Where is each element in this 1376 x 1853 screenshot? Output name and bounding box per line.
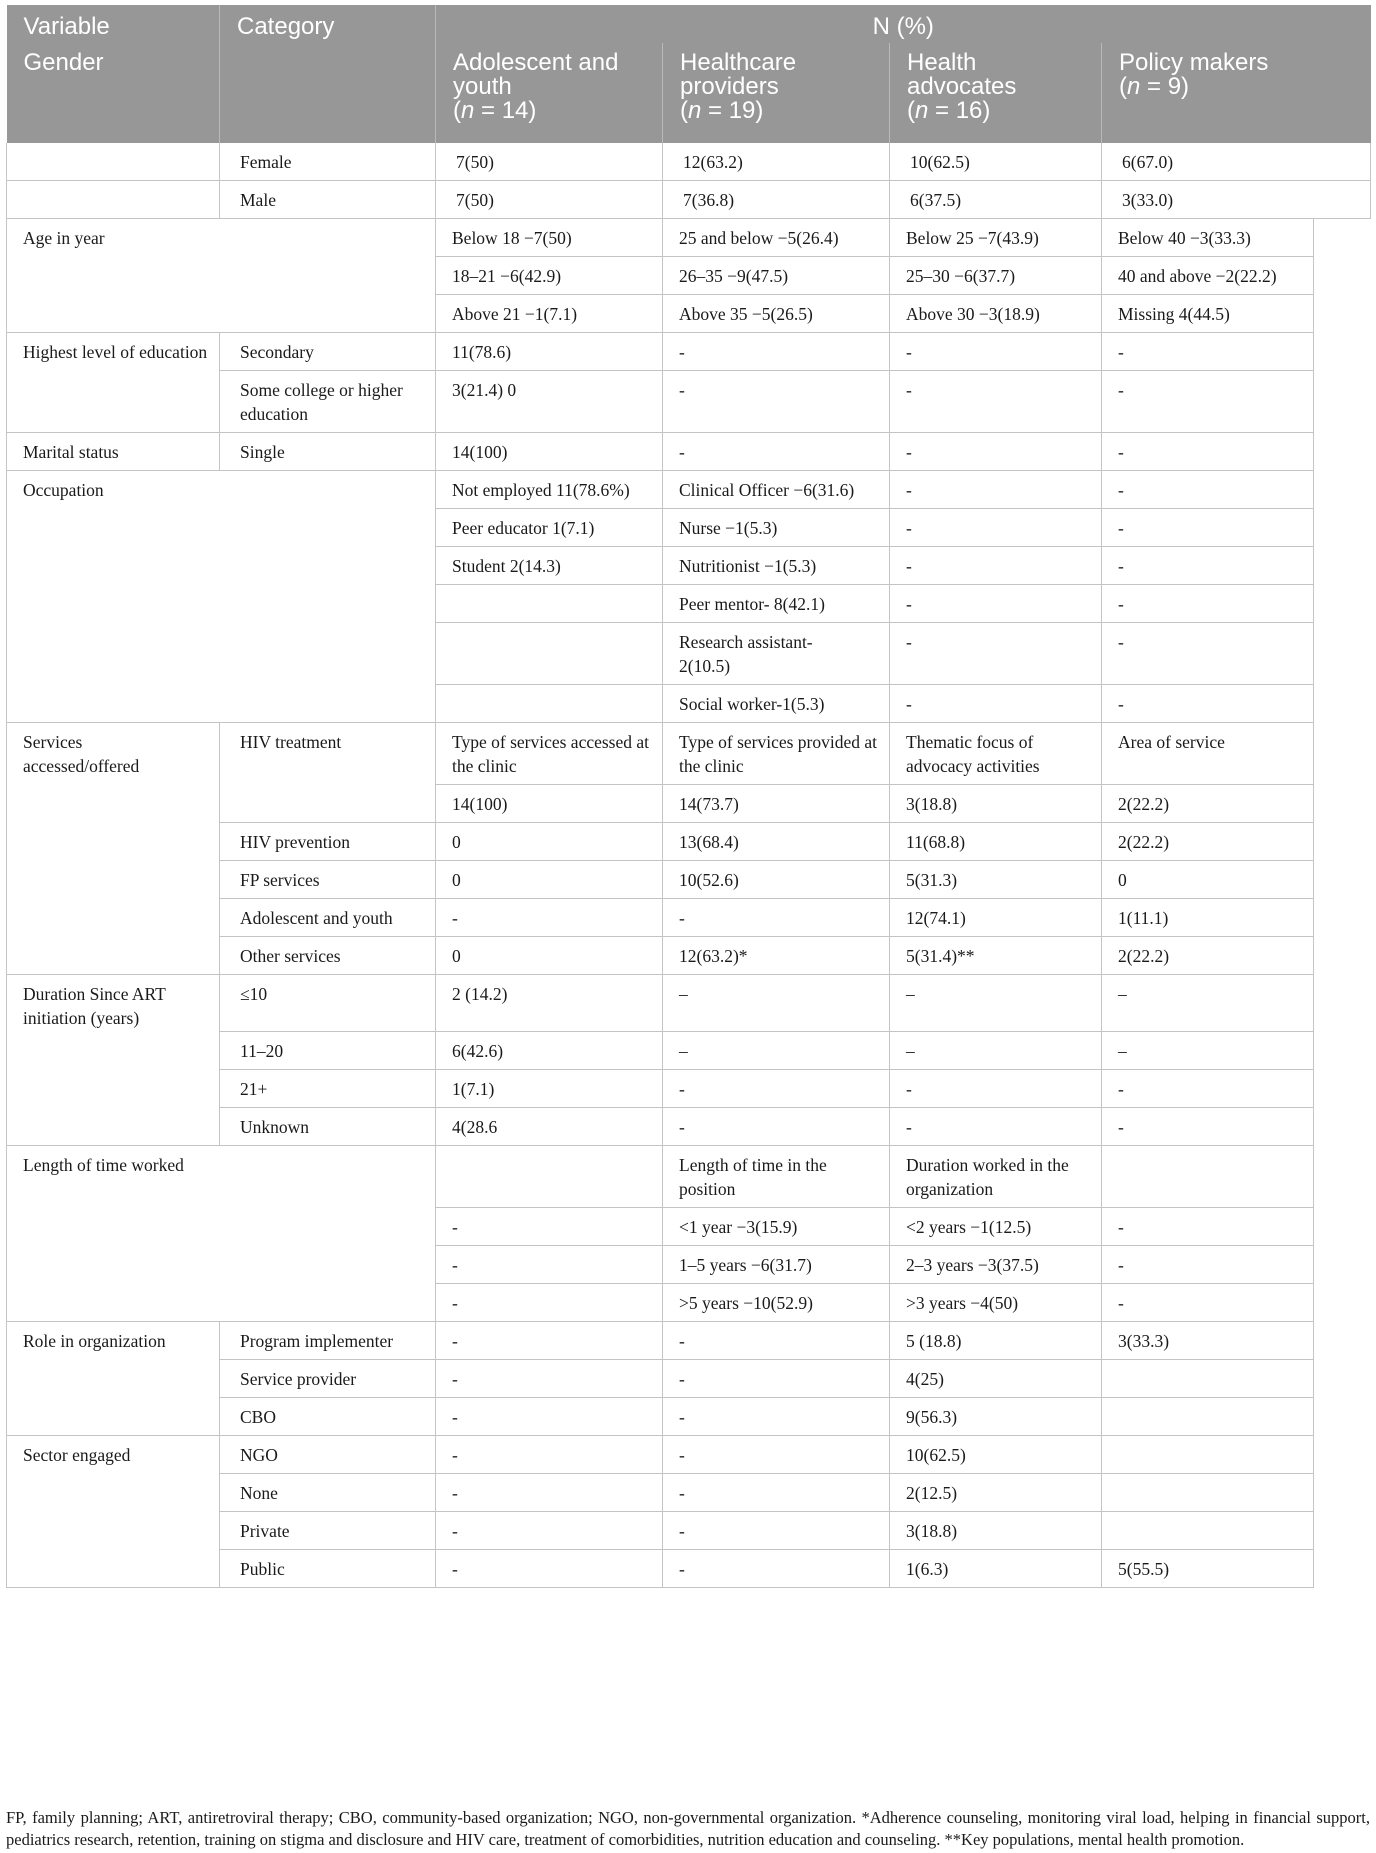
value-cell: 11(68.8) xyxy=(890,823,1102,861)
value-cell: Clinical Officer −6(31.6) xyxy=(663,471,890,509)
category-cell: Other services xyxy=(220,937,436,975)
value-cell: Area of service xyxy=(1102,723,1314,785)
value-cell: 10(52.6) xyxy=(663,861,890,899)
value-cell xyxy=(1102,1146,1314,1208)
category-cell: Adolescent and youth xyxy=(220,899,436,937)
value-cell: – xyxy=(890,975,1102,1032)
value-cell: 3(33.0) xyxy=(1102,181,1371,219)
value-cell: Above 30 −3(18.9) xyxy=(890,295,1102,333)
category-cell: None xyxy=(220,1474,436,1512)
category-cell: HIV prevention xyxy=(220,823,436,861)
value-cell: Research assistant-2(10.5) xyxy=(663,623,890,685)
value-cell: 0 xyxy=(436,861,663,899)
value-cell: - xyxy=(890,333,1102,371)
value-cell: - xyxy=(890,585,1102,623)
category-cell: Some college or higher education xyxy=(220,371,436,433)
value-cell: Not employed 11(78.6%) xyxy=(436,471,663,509)
category-cell: Female xyxy=(220,143,436,181)
value-cell: Below 18 −7(50) xyxy=(436,219,663,257)
value-cell: Type of services accessed at the clinic xyxy=(436,723,663,785)
value-cell: 40 and above −2(22.2) xyxy=(1102,257,1314,295)
value-cell: - xyxy=(436,1322,663,1360)
value-cell: - xyxy=(890,471,1102,509)
table-row xyxy=(7,975,1371,1032)
value-cell: - xyxy=(663,333,890,371)
value-cell: - xyxy=(1102,1108,1314,1146)
value-cell: - xyxy=(436,1360,663,1398)
value-cell: 3(21.4) 0 xyxy=(436,371,663,433)
value-cell: 6(42.6) xyxy=(436,1032,663,1070)
variable-cell: Role in organization xyxy=(7,1322,220,1436)
value-cell: - xyxy=(1102,585,1314,623)
value-cell: – xyxy=(890,1032,1102,1070)
value-cell: - xyxy=(436,1246,663,1284)
table-row xyxy=(7,181,1371,219)
value-cell: 2 (14.2) xyxy=(436,975,663,1032)
value-cell: 3(18.8) xyxy=(890,785,1102,823)
category-cell: 11–20 xyxy=(220,1032,436,1070)
value-cell: 13(68.4) xyxy=(663,823,890,861)
value-cell: - xyxy=(1102,623,1314,685)
category-cell: Male xyxy=(220,181,436,219)
category-cell: Public xyxy=(220,1550,436,1588)
value-cell: - xyxy=(436,1550,663,1588)
value-cell: 1(11.1) xyxy=(1102,899,1314,937)
value-cell: Below 25 −7(43.9) xyxy=(890,219,1102,257)
value-cell: >5 years −10(52.9) xyxy=(663,1284,890,1322)
demographics-table xyxy=(6,5,1371,1588)
value-cell xyxy=(1102,1474,1314,1512)
category-cell: Program implementer xyxy=(220,1322,436,1360)
value-cell: 26–35 −9(47.5) xyxy=(663,257,890,295)
value-cell: 1(7.1) xyxy=(436,1070,663,1108)
category-cell: 21+ xyxy=(220,1070,436,1108)
value-cell: 0 xyxy=(436,823,663,861)
variable-cell: Highest level of education xyxy=(7,333,220,433)
category-cell: NGO xyxy=(220,1436,436,1474)
value-cell: 5 (18.8) xyxy=(890,1322,1102,1360)
value-cell: 3(18.8) xyxy=(890,1512,1102,1550)
value-cell: - xyxy=(663,1550,890,1588)
variable-cell: Age in year xyxy=(7,219,436,333)
value-cell xyxy=(436,1146,663,1208)
value-cell: 7(50) xyxy=(436,181,663,219)
value-cell: - xyxy=(663,1398,890,1436)
value-cell: 14(73.7) xyxy=(663,785,890,823)
value-cell: 14(100) xyxy=(436,433,663,471)
value-cell: - xyxy=(890,547,1102,585)
value-cell: - xyxy=(663,1108,890,1146)
value-cell: Above 35 −5(26.5) xyxy=(663,295,890,333)
value-cell xyxy=(436,623,663,685)
category-cell: Private xyxy=(220,1512,436,1550)
value-cell: - xyxy=(1102,547,1314,585)
variable-cell: Sector engaged xyxy=(7,1436,220,1588)
table-row xyxy=(7,1322,1371,1360)
value-cell: 12(63.2)* xyxy=(663,937,890,975)
value-cell: <2 years −1(12.5) xyxy=(890,1208,1102,1246)
value-cell: - xyxy=(436,1284,663,1322)
value-cell: - xyxy=(663,1322,890,1360)
category-cell: FP services xyxy=(220,861,436,899)
value-cell: 4(28.6 xyxy=(436,1108,663,1146)
value-cell: 4(25) xyxy=(890,1360,1102,1398)
table-row xyxy=(7,723,1371,785)
value-cell: 25–30 −6(37.7) xyxy=(890,257,1102,295)
value-cell: - xyxy=(436,1436,663,1474)
table-row xyxy=(7,143,1371,181)
category-cell: HIV treatment xyxy=(220,723,436,823)
value-cell xyxy=(1102,1512,1314,1550)
value-cell: 6(67.0) xyxy=(1102,143,1371,181)
value-cell: Duration worked in the organization xyxy=(890,1146,1102,1208)
value-cell: 25 and below −5(26.4) xyxy=(663,219,890,257)
value-cell: - xyxy=(890,509,1102,547)
value-cell xyxy=(1102,1398,1314,1436)
value-cell: - xyxy=(663,1436,890,1474)
value-cell xyxy=(436,685,663,723)
value-cell: 6(37.5) xyxy=(890,181,1102,219)
value-cell: - xyxy=(1102,509,1314,547)
table-row xyxy=(7,333,1371,371)
value-cell: - xyxy=(663,1070,890,1108)
category-cell: CBO xyxy=(220,1398,436,1436)
value-cell: 0 xyxy=(436,937,663,975)
value-cell: - xyxy=(663,1360,890,1398)
header-variable: Variable xyxy=(7,5,220,43)
table-footnote: FP, family planning; ART, antiretroviral therapy; CBO, community-based organization; NGO, non-governmental organization. *Adherence counseling, monitoring viral load, helping in financial support, pediatrics research, retention, training on stigma and disclosure and HIV care, treatment of comorbidities, nutrition education and counseling. **Key populations, mental health promotion. xyxy=(6,1808,1370,1849)
value-cell: 10(62.5) xyxy=(890,143,1102,181)
category-cell: ≤10 xyxy=(220,975,436,1032)
header-group-healthcare: Healthcare providers (n = 19) xyxy=(663,43,890,143)
value-cell: - xyxy=(890,433,1102,471)
category-cell: Service provider xyxy=(220,1360,436,1398)
table-row xyxy=(7,219,1371,257)
value-cell: – xyxy=(1102,1032,1314,1070)
variable-cell: Services accessed/offered xyxy=(7,723,220,975)
table-row xyxy=(7,1146,1371,1208)
value-cell: - xyxy=(436,1474,663,1512)
value-cell: 2–3 years −3(37.5) xyxy=(890,1246,1102,1284)
category-cell: Secondary xyxy=(220,333,436,371)
value-cell: - xyxy=(663,1512,890,1550)
variable-cell: Marital status xyxy=(7,433,220,471)
value-cell: - xyxy=(1102,333,1314,371)
header-n-percent: N (%) xyxy=(436,5,1371,43)
value-cell xyxy=(1102,1360,1314,1398)
value-cell: – xyxy=(663,975,890,1032)
value-cell: - xyxy=(1102,371,1314,433)
value-cell: - xyxy=(890,1070,1102,1108)
value-cell: Length of time in the position xyxy=(663,1146,890,1208)
value-cell: 14(100) xyxy=(436,785,663,823)
value-cell: - xyxy=(436,1398,663,1436)
value-cell: - xyxy=(1102,433,1314,471)
variable-cell: Duration Since ART initiation (years) xyxy=(7,975,220,1146)
value-cell: 2(22.2) xyxy=(1102,823,1314,861)
value-cell: – xyxy=(1102,975,1314,1032)
value-cell: - xyxy=(436,1208,663,1246)
value-cell: 11(78.6) xyxy=(436,333,663,371)
value-cell: 12(74.1) xyxy=(890,899,1102,937)
header-group-advocates: Health advocates (n = 16) xyxy=(890,43,1102,143)
value-cell: - xyxy=(890,685,1102,723)
value-cell: - xyxy=(436,899,663,937)
value-cell: 2(12.5) xyxy=(890,1474,1102,1512)
value-cell: - xyxy=(436,1512,663,1550)
value-cell: - xyxy=(663,433,890,471)
table-row xyxy=(7,1436,1371,1474)
header-row-2 xyxy=(7,43,1371,143)
value-cell xyxy=(436,585,663,623)
category-cell: Unknown xyxy=(220,1108,436,1146)
header-row-1 xyxy=(7,5,1371,43)
value-cell: 5(31.3) xyxy=(890,861,1102,899)
value-cell: Missing 4(44.5) xyxy=(1102,295,1314,333)
value-cell: – xyxy=(663,1032,890,1070)
value-cell: - xyxy=(1102,1246,1314,1284)
value-cell: 1–5 years −6(31.7) xyxy=(663,1246,890,1284)
variable-cell: Occupation xyxy=(7,471,436,723)
value-cell: 3(33.3) xyxy=(1102,1322,1314,1360)
value-cell: 18–21 −6(42.9) xyxy=(436,257,663,295)
header-gender: Gender xyxy=(7,43,220,143)
value-cell: - xyxy=(1102,1284,1314,1322)
value-cell: - xyxy=(1102,685,1314,723)
value-cell: 12(63.2) xyxy=(663,143,890,181)
value-cell: Nutritionist −1(5.3) xyxy=(663,547,890,585)
value-cell: Above 21 −1(7.1) xyxy=(436,295,663,333)
header-empty xyxy=(220,43,436,143)
value-cell: 5(31.4)** xyxy=(890,937,1102,975)
variable-cell: Length of time worked xyxy=(7,1146,436,1322)
header-group-policy: Policy makers (n = 9) xyxy=(1102,43,1371,143)
value-cell: - xyxy=(890,623,1102,685)
value-cell: - xyxy=(663,1474,890,1512)
value-cell xyxy=(1102,1436,1314,1474)
value-cell: 2(22.2) xyxy=(1102,937,1314,975)
value-cell: - xyxy=(890,1108,1102,1146)
value-cell: - xyxy=(663,371,890,433)
value-cell: 2(22.2) xyxy=(1102,785,1314,823)
value-cell: - xyxy=(1102,1070,1314,1108)
value-cell: 0 xyxy=(1102,861,1314,899)
category-cell: Single xyxy=(220,433,436,471)
header-category: Category xyxy=(220,5,436,43)
value-cell: Student 2(14.3) xyxy=(436,547,663,585)
value-cell: Peer educator 1(7.1) xyxy=(436,509,663,547)
value-cell: - xyxy=(890,371,1102,433)
value-cell: - xyxy=(1102,471,1314,509)
table-row xyxy=(7,433,1371,471)
value-cell: Peer mentor- 8(42.1) xyxy=(663,585,890,623)
value-cell: 9(56.3) xyxy=(890,1398,1102,1436)
value-cell: 5(55.5) xyxy=(1102,1550,1314,1588)
table-row xyxy=(7,471,1371,509)
value-cell: Social worker-1(5.3) xyxy=(663,685,890,723)
value-cell: Thematic focus of advocacy activities xyxy=(890,723,1102,785)
value-cell: Nurse −1(5.3) xyxy=(663,509,890,547)
header-group-adolescent: Adolescent and youth (n = 14) xyxy=(436,43,663,143)
value-cell: >3 years −4(50) xyxy=(890,1284,1102,1322)
value-cell: 10(62.5) xyxy=(890,1436,1102,1474)
value-cell: Type of services provided at the clinic xyxy=(663,723,890,785)
value-cell: - xyxy=(663,899,890,937)
value-cell: Below 40 −3(33.3) xyxy=(1102,219,1314,257)
value-cell: 1(6.3) xyxy=(890,1550,1102,1588)
value-cell: 7(50) xyxy=(436,143,663,181)
value-cell: - xyxy=(1102,1208,1314,1246)
value-cell: <1 year −3(15.9) xyxy=(663,1208,890,1246)
value-cell: 7(36.8) xyxy=(663,181,890,219)
